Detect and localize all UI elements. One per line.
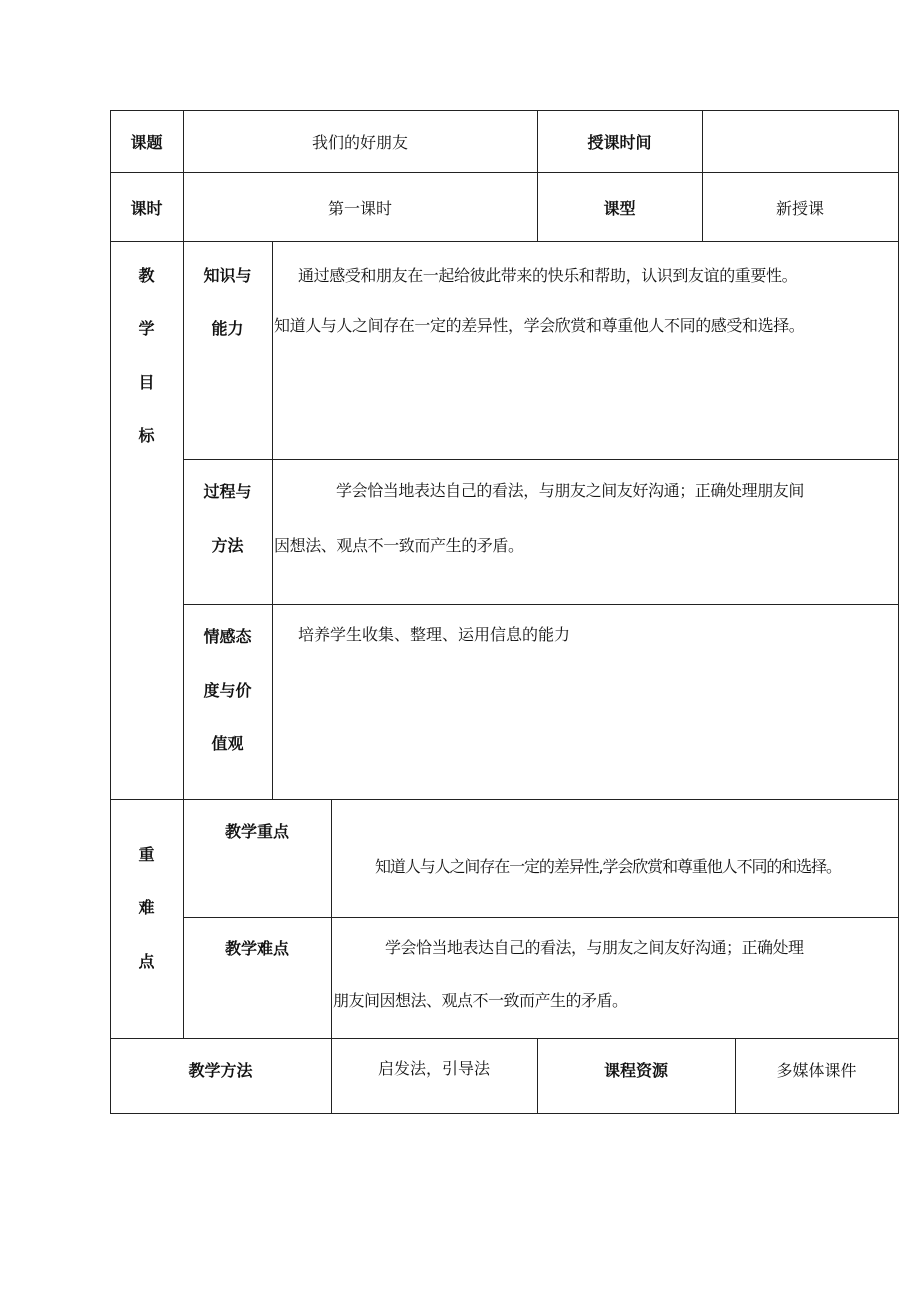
period-value: 第一课时: [327, 199, 392, 218]
table-row-divider: [110, 172, 899, 173]
teaching-focus-text: 知道人与人之间存在一定的差异性,学会欣赏和尊重他人不同的和选择。: [375, 857, 841, 876]
table-row-divider: [183, 917, 899, 918]
topic-value: 我们的好朋友: [311, 133, 408, 152]
teaching-difficulty-label: 教学难点: [224, 939, 289, 958]
table-row-divider: [110, 241, 899, 242]
table-col-divider: [183, 110, 184, 1038]
knowledge-text: 知道人与人之间存在一定的差异性，学会欣赏和尊重他人不同的感受和选择。: [274, 316, 805, 335]
table-row-divider: [110, 1038, 899, 1039]
topic-label: 课题: [130, 133, 163, 152]
table-row-divider: [183, 459, 899, 460]
process-label: 方法: [211, 536, 244, 555]
table-row-divider: [183, 604, 899, 605]
course-resource-value: 多媒体课件: [776, 1061, 857, 1080]
emotion-label: 度与价: [203, 681, 252, 700]
course-resource-label: 课程资源: [603, 1061, 668, 1080]
objectives-label-char: 学: [138, 319, 155, 338]
table-col-divider: [702, 110, 703, 241]
teaching-focus-label: 教学重点: [224, 822, 289, 841]
objectives-label-char: 教: [138, 266, 155, 285]
objectives-label-char: 标: [138, 426, 155, 445]
table-col-divider: [272, 241, 273, 799]
table-border-top: [110, 110, 899, 111]
teaching-method-label: 教学方法: [188, 1061, 253, 1080]
process-label: 过程与: [203, 482, 252, 501]
table-row-divider: [110, 799, 899, 800]
lesson-type-label: 课型: [603, 199, 636, 218]
objectives-label-char: 目: [138, 373, 155, 392]
process-text: 因想法、观点不一致而产生的矛盾。: [274, 536, 524, 555]
teaching-method-value: 启发法，引导法: [377, 1059, 490, 1078]
emotion-label: 情感态: [203, 627, 252, 646]
lesson-type-value: 新授课: [775, 199, 824, 218]
knowledge-label: 能力: [211, 319, 244, 338]
knowledge-label: 知识与: [203, 266, 252, 285]
table-border-right: [898, 110, 899, 1114]
knowledge-text: 通过感受和朋友在一起给彼此带来的快乐和帮助，认识到友谊的重要性。: [298, 266, 798, 285]
period-label: 课时: [130, 199, 163, 218]
teaching-time-label: 授课时间: [587, 133, 652, 152]
teaching-difficulty-text: 学会恰当地表达自己的看法，与朋友之间友好沟通；正确处理: [385, 938, 804, 957]
keypoints-label-char: 重: [138, 845, 155, 864]
keypoints-label-char: 点: [138, 952, 155, 971]
table-col-divider: [537, 110, 538, 241]
teaching-difficulty-text: 朋友间因想法、观点不一致而产生的矛盾。: [333, 991, 628, 1010]
table-border-bottom: [110, 1113, 899, 1114]
keypoints-label-char: 难: [138, 898, 155, 917]
process-text: 学会恰当地表达自己的看法，与朋友之间友好沟通；正确处理朋友间: [336, 481, 805, 500]
emotion-text: 培养学生收集、整理、运用信息的能力: [298, 625, 571, 644]
emotion-label: 值观: [211, 734, 244, 753]
